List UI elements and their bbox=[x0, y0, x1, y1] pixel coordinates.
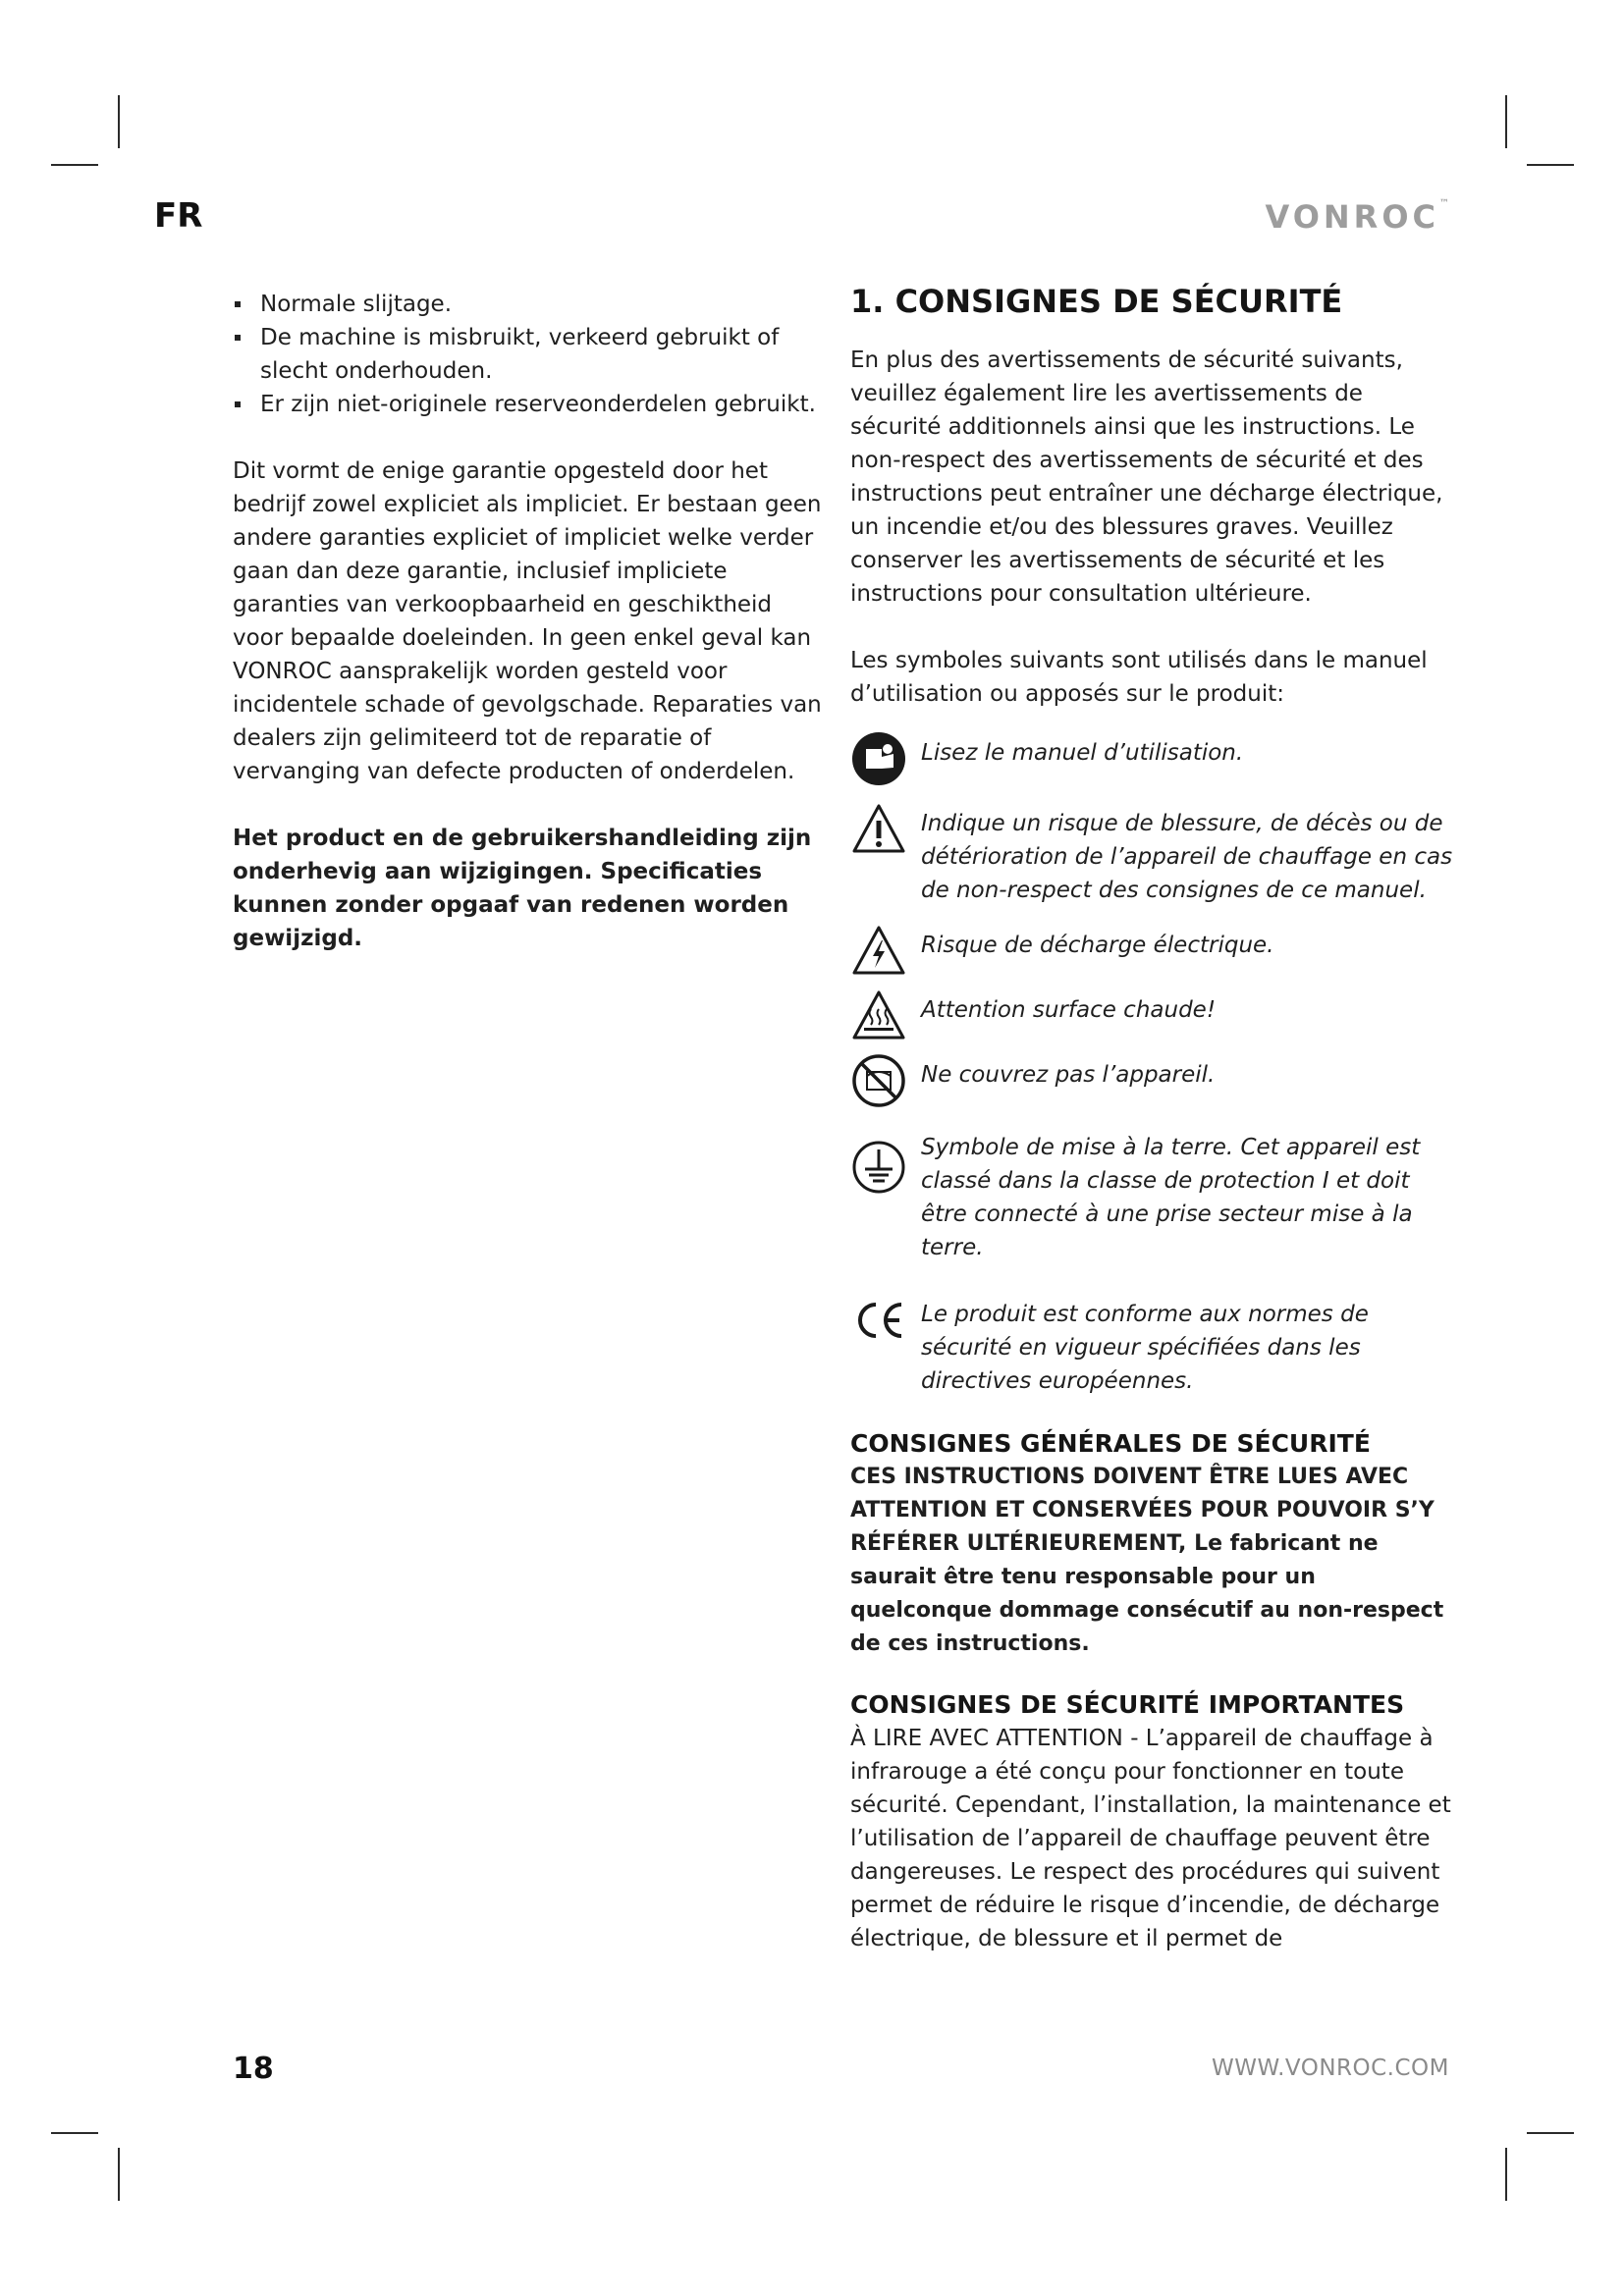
do-not-cover-icon bbox=[850, 1052, 907, 1109]
symbol-row bbox=[850, 736, 1454, 787]
website-url: WWW.VONROC.COM bbox=[1212, 2056, 1449, 2081]
read-manual-icon bbox=[850, 730, 907, 787]
symbol-description: Le produit est conforme aux normes de sécurité en vigueur spécifiées dans les directives européennes. bbox=[921, 1302, 1369, 1394]
crop-mark bbox=[1527, 164, 1574, 166]
symbol-description: Lisez le manuel d’utilisation. bbox=[921, 740, 1244, 766]
changes-notice: Het product en de gebruikershandleiding zijn onderhevig aan wijzigingen. Specificaties kunnen zonder opgaaf van redenen worden gewijzigd. bbox=[233, 826, 812, 951]
symbol-row bbox=[850, 1058, 1454, 1109]
symbol-row bbox=[850, 993, 1454, 1044]
electric-shock-icon bbox=[850, 923, 907, 980]
crop-mark bbox=[1527, 2132, 1574, 2134]
symbol-row bbox=[850, 807, 1454, 907]
symbol-row bbox=[850, 929, 1454, 980]
symbol-description: Symbole de mise à la terre. Cet appareil est classé dans la classe de protection I et doit être connecté à une prise secteur mise à la terre. bbox=[921, 1135, 1421, 1260]
list-item: De machine is misbruikt, verkeerd gebruikt of slecht onderhouden. bbox=[233, 321, 822, 388]
hot-surface-icon bbox=[850, 988, 907, 1044]
trademark: ™ bbox=[1439, 198, 1449, 209]
crop-mark bbox=[51, 164, 98, 166]
crop-mark bbox=[118, 2148, 120, 2201]
symbols-intro: Les symboles suivants sont utilisés dans le manuel d’utilisation ou apposés sur le produit: bbox=[850, 648, 1428, 707]
symbol-description: Ne couvrez pas l’appareil. bbox=[921, 1062, 1216, 1088]
crop-mark bbox=[1505, 2148, 1507, 2201]
earth-ground-icon bbox=[850, 1139, 907, 1196]
general-safety-text: CES INSTRUCTIONS DOIVENT ÊTRE LUES AVEC ATTENTION ET CONSERVÉES POUR POUVOIR S’Y RÉFÉRER ULTÉRIEUREMENT, Le fabricant ne saurait être tenu responsable pour un quelconque dommage consécutif au non-respect de ces instructions. bbox=[850, 1465, 1444, 1656]
symbol-description: Risque de décharge électrique. bbox=[921, 933, 1274, 958]
left-column bbox=[233, 288, 822, 955]
section-title: 1. CONSIGNES DE SÉCURITÉ bbox=[850, 283, 1343, 320]
language-code: FR bbox=[154, 196, 203, 236]
symbol-description: Attention surface chaude! bbox=[921, 997, 1217, 1023]
brand-logo-text: VONROC bbox=[1265, 198, 1439, 236]
brand-logo bbox=[1265, 198, 1449, 236]
symbol-row bbox=[850, 1298, 1454, 1398]
crop-mark bbox=[1505, 95, 1507, 148]
ce-mark-icon bbox=[850, 1292, 907, 1349]
crop-mark bbox=[118, 95, 120, 148]
crop-mark bbox=[51, 2132, 98, 2134]
page-number: 18 bbox=[233, 2052, 274, 2086]
intro-paragraph: En plus des avertissements de sécurité suivants, veuillez également lire les avertissements de sécurité additionnels ainsi que les instructions. Le non-respect des avertissements de sécurité et des instructions peut entraîner une décharge électrique, un incendie et/ou des blessures graves. Veuillez conserver les avertissements de sécurité et les instructions pour consultation ultérieure. bbox=[850, 347, 1443, 607]
warranty-paragraph: Dit vormt de enige garantie opgesteld door het bedrijf zowel expliciet als impliciet. Er bestaan geen andere garanties expliciet of impliciet welke verder gaan dan deze garantie, inclusief impliciete garanties van verkoopbaarheid en geschiktheid voor bepaalde doeleinden. In geen enkel geval kan VONROC aansprakelijk worden gesteld voor incidentele schade of gevolgschade. Reparaties van dealers zijn gelimiteerd tot de reparatie of vervanging van defecte producten of onderdelen. bbox=[233, 458, 822, 784]
list-item: Er zijn niet-originele reserveonderdelen gebruikt. bbox=[233, 388, 822, 421]
warning-icon bbox=[850, 801, 907, 858]
general-safety-title: CONSIGNES GÉNÉRALES DE SÉCURITÉ bbox=[850, 1429, 1371, 1458]
warranty-exclusions-list bbox=[233, 288, 822, 421]
important-safety-text: À LIRE AVEC ATTENTION - L’appareil de chauffage à infrarouge a été conçu pour fonctionner en toute sécurité. Cependant, l’installation, la maintenance et l’utilisation de l’appareil de chauffage peuvent être dangereuses. Le respect des procédures qui suivent permet de réduire le risque d’incendie, de décharge électrique, de blessure et il permet de bbox=[850, 1726, 1451, 1951]
symbol-description: Indique un risque de blessure, de décès ou de détérioration de l’appareil de chauffage en cas de non-respect des consignes de ce manuel. bbox=[921, 811, 1453, 903]
right-column bbox=[850, 277, 1454, 1955]
symbol-row bbox=[850, 1131, 1454, 1264]
list-item: Normale slijtage. bbox=[233, 288, 822, 321]
important-safety-title: CONSIGNES DE SÉCURITÉ IMPORTANTES bbox=[850, 1690, 1405, 1719]
